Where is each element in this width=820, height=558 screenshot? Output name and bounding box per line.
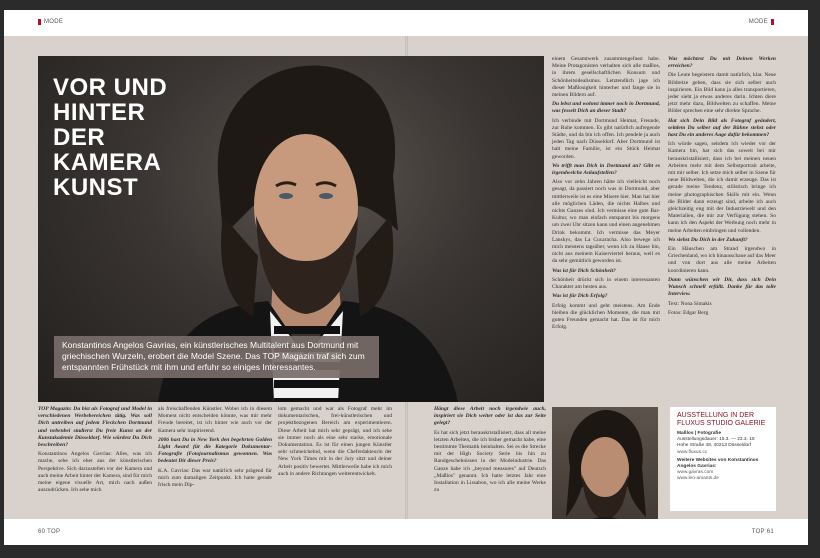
exhibition-address: Hohe Straße 48, 40213 Düsseldorf xyxy=(677,443,752,449)
text-column-6 xyxy=(668,56,776,319)
interview-answer: Konstantinos Angelos Gavrias: Alles, was ich mache, sehe ich eher aus der künstlerischen Perspektive. Sich darzustellen vor der Kamera und auch meine Arbeit hinter der Kamera, sind für mich meine eigene visuelle Art, mich nach außen auszudrücken. Ich sehe mich xyxy=(38,451,152,494)
interview-answer: Schönheit drückt sich in einem interessanten Charakter am besten aus. xyxy=(552,276,660,291)
interview-question: Dann wünschen wir Dir, dass sich Dein Wunsch schnell erfüllt. Danke für das tolle Interview. xyxy=(668,276,776,298)
page-number-left: 60 TOP xyxy=(38,529,61,535)
section-label-right: MODE xyxy=(749,19,774,25)
interview-answer: Die Leute begeistern damit natürlich, klar. Neue Bildreize geben, dass sie sich selber auch inspirieren. Ein Bild kann ja alles transportieren, jeder sieht ja etwas anderes darin. Ichten diere jetzt mehr dazu, Bildwelten zu schaffen. Meine Bilder sprechen eine sehr direkte Sprache. xyxy=(668,72,776,115)
interview-answer: Ich verbinde mit Dortmund Heimat, Freunde, zur Ruhe kommen. Es gibt natürlich aufregende Städte, und da bin ich offen. Ich pendele ja auch jeden Tag nach Düsseldorf. Aber Dortmund ist halt meine Familie, ist ein Stück Heimat geworden. xyxy=(552,117,660,160)
interview-answer: K.A. Gavrias: Das war natürlich sehr prägend für mich zum damaligen Zeitpunkt. Ich hatte gerade frisch mein Dip- xyxy=(158,467,272,489)
interview-question: Wo trifft man Dich in Dortmund an? Gibt es irgendwelche Anlaufstellen? xyxy=(552,162,660,177)
page-footer xyxy=(4,519,808,545)
interview-question: 2006 hast Du in New York den begehrten Golden Light Award für die Kategorie Dokumentar- Fotografie (Fotojournalismus gewonnen. Was bedeutet Dir dieser Preis? xyxy=(158,436,272,465)
exhibition-title: Maßlos | Fotografie xyxy=(677,431,721,436)
interview-question: Was ist für Dich Schönheit? xyxy=(552,267,616,274)
websites-heading: Weitere Websites von Konstantinos Angelos Gavrias: xyxy=(677,457,759,470)
interview-question: Was möchtest Du mit Deinen Werken erreichen? xyxy=(668,56,776,70)
interview-question: Du lebst und wohnst immer noch in Dortmund, was fesselt Dich an dieser Stadt? xyxy=(552,101,660,115)
interview-answer: Erfolg kommt und geht meistens. Am Ende bleiben die glücklichen Momente, die man mit guten Freunden gemacht hat. Das ist für mich Erfolg. xyxy=(552,302,660,331)
interview-question: Hat sich Dein Bild als Fotograf geändert, seitdem Du selber auf der Bühne stehst oder hast Du ein anderes Auge dafür bekommen? xyxy=(668,117,776,139)
exhibition-info-box xyxy=(670,407,776,511)
article-headline: VOR UND HINTER DER KAMERA KUNST xyxy=(53,74,168,201)
interview-question: TOP Magazin: Du bist als Fotograf und Model in verschiedenen Werbebereichen tätig. Was soll Dich antreiben auf jedem Fleckchen Dortmund und nebenbei studierst Du freie Kunst an der Kunstakademie Düsseldorf. Wie würdest Du Dich beschreiben? xyxy=(38,406,152,449)
interview-answer: Fotos: Edgar Berg xyxy=(668,309,709,316)
interview-question: Wo siehst Du Dich in der Zukunft? xyxy=(668,236,748,243)
text-column-5 xyxy=(552,56,660,333)
text-column-2 xyxy=(158,406,272,491)
interview-question: Hängt diese Arbeit noch irgendwie auch, inspiriert sie Dich weiter oder ist das zur Seite gelegt? xyxy=(434,406,546,427)
exhibition-dates: Ausstellungsdauer: 15.3. — 23.3. 15 xyxy=(677,437,755,443)
interview-answer: Ich würde sagen, seitdem ich wieder vor der Kamera bin, hat sich das soweit bei mir herauskristallisiert, dass ich bei meinen neuen Arbeiten mehr mit dem Selbstportrait arbeite, mit mir selber. Ich setze mich selber in Szene für neue Bildwelten, die ich damit erzeuge. Das ist gerade meine Tendenz, stilistisch bringe ich meine photographischen Skills mit ein. Wenn die Bilder dann erzeugt sind, arbeite ich auch gleichzeitig eng mit der Industriewelt und den Materialien, die mir zur Verfügung stehen. So kann ich den Aspekt der Werbung noch mehr in meine Arbeiten einbringen und vollenden. xyxy=(668,141,776,234)
interview-answer: Text: Nona Simakis xyxy=(668,300,712,307)
magazine-spread xyxy=(4,10,808,545)
interview-answer: als freischaffenden Künstler. Wobei ich in diesem Moment nicht entscheiden könnte, was mir mehr Freude bereitet, ist ich hinter wie auch vor der Kamera sehr inspirierend. xyxy=(158,406,272,434)
interview-answer: Es hat sich jetzt herauskristallisiert, dass all meine letzten Arbeiten, die ich bisher gemacht habe, eine bestimmte Thematik beinhalten. Sei es die Strecke mit der High Society Serie bis hin zu Randgeschehnissen in der Modeindustrie. Das Ganze habe ich „beyond measures" auf Deutsch „Maßlos" genannt. Ich hatte letztes Jahr eine Installation in Lissabon, wo ich alle meine Werke zu xyxy=(434,429,546,494)
article-teaser: Konstantinos Angelos Gavrias, ein künstlerisches Multitalent aus Dortmund mit griechischen Wurzeln, erobert die Model Szene. Das TOP Magazin traf sich zum entspannten Frühstück mit ihm und erfuhr so einiges Interessantes. xyxy=(54,336,379,378)
hero-photo xyxy=(38,56,544,402)
section-marker xyxy=(771,19,774,25)
text-column-1 xyxy=(38,406,152,496)
interview-answer: einem Gesamtwerk zusammengefasst habe. Meine Protagonisten verhalten sich alle maßlos, in ihrem gesellschaftlichen Konsum und Schönheitsidealismus. Letztendlich jage ich dieser Maßlosigkeit hinterher und fange sie in meinen Bildern auf. xyxy=(552,56,660,99)
exhibition-website[interactable]: www.fluxus.cc xyxy=(677,449,708,455)
artist-website-1[interactable]: www.gavras.com xyxy=(677,470,714,476)
text-column-3 xyxy=(278,406,392,480)
interview-answer: lom gemacht und war als Fotograf mehr im dokumentarischen, frei-künstlerischen und projektbezogenen Bereich am experimentieren. Diese Arbeit hat mich sehr geprägt, und ich sehe sie immer noch als eine sehr starke, emotionale Dokumentation. Es ist für einen jungen Künstler sehr schmeichelnd, wenn die Chefredakteurin der New York Times mit in der Jury sitzt und deiner Arbeit positiv bewertet. Mittlerweile habe ich mich auch in andere Richtungen weiterentwickelt. xyxy=(278,406,392,477)
interview-answer: Ein Häuschen am Strand irgendwo in Griechenland, wo ich hinausschaue auf das Meer und von dort aus alle meine Arbeiten koordinieren kann. xyxy=(668,246,776,274)
interview-question: Was ist für Dich Erfolg? xyxy=(552,293,608,300)
exhibition-heading: AUSSTELLUNG IN DER FLUXUS STUDIO GALERIE xyxy=(677,412,766,427)
page-header xyxy=(4,10,808,36)
page-number-right: TOP 61 xyxy=(751,529,774,535)
interview-answer: Also vor zehn Jahren hätte ich vielleicht noch gesagt, da passiert noch was in Dortmund, aber mittlerweile ist es eine Misere hier. Man hat hier alle möglichen Läden, die nichts Halbes und nichts Ganzes sind. Ich vermisse eine gute Bar-Kultur, wo man einfach entspannt bis morgens um zwei Uhr sitzen kann und einen angenehmen Drink bekommt. Ich vermisse das Meyer Lanskys, das La Cucaracha. Also bewege ich mich meistens tagsüber, wenn ich zu Hause bin, nicht aus meinem Kaiserviertel heraus, weil es da sehr gemütlich geworden ist. xyxy=(552,179,660,265)
section-label-left: MODE xyxy=(38,19,63,25)
artist-website-2[interactable]: www.leo-amants.de xyxy=(677,476,719,482)
section-marker xyxy=(38,19,41,25)
text-column-4 xyxy=(434,406,546,496)
